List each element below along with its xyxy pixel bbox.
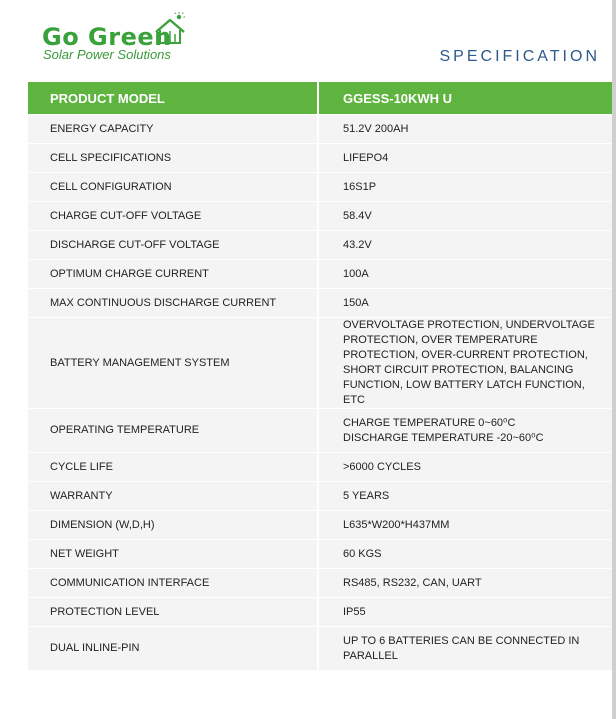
section-title: SPECIFICATION [439, 48, 600, 65]
row-label: CHARGE CUT-OFF VOLTAGE [28, 202, 318, 231]
row-label: DUAL INLINE-PIN [28, 627, 318, 671]
table-row [28, 453, 612, 482]
table-row [28, 598, 612, 627]
table-row [28, 289, 612, 318]
row-label: CYCLE LIFE [28, 453, 318, 482]
row-value [318, 409, 612, 453]
row-value: 60 KGS [318, 540, 612, 569]
row-value: UP TO 6 BATTERIES CAN BE CONNECTED IN PARALLEL [318, 627, 612, 671]
row-label: CELL SPECIFICATIONS [28, 144, 318, 173]
row-value: >6000 CYCLES [318, 453, 612, 482]
row-label: CELL CONFIGURATION [28, 173, 318, 202]
row-value: L635*W200*H437MM [318, 511, 612, 540]
table-header-row [28, 82, 612, 115]
header-label-cell: PRODUCT MODEL [28, 82, 318, 115]
row-value: 51.2V 200AH [318, 115, 612, 144]
table-row [28, 173, 612, 202]
discharge-temperature: DISCHARGE TEMPERATURE -20~60⁰C [343, 431, 544, 444]
row-label: DIMENSION (W,D,H) [28, 511, 318, 540]
header-value-cell: GGESS-10KWH U [318, 82, 612, 115]
table-row [28, 115, 612, 144]
row-label: WARRANTY [28, 482, 318, 511]
row-label: PROTECTION LEVEL [28, 598, 318, 627]
row-value: LIFEPO4 [318, 144, 612, 173]
table-row [28, 569, 612, 598]
table-row [28, 540, 612, 569]
row-value: 150A [318, 289, 612, 318]
row-label: OPERATING TEMPERATURE [28, 409, 318, 453]
row-value: 58.4V [318, 202, 612, 231]
row-value: 5 YEARS [318, 482, 612, 511]
row-value: 43.2V [318, 231, 612, 260]
row-label: BATTERY MANAGEMENT SYSTEM [28, 318, 318, 409]
row-label: OPTIMUM CHARGE CURRENT [28, 260, 318, 289]
table-row [28, 144, 612, 173]
table-row [28, 231, 612, 260]
row-label: ENERGY CAPACITY [28, 115, 318, 144]
table-row [28, 482, 612, 511]
row-label: COMMUNICATION INTERFACE [28, 569, 318, 598]
row-value: IP55 [318, 598, 612, 627]
table-row [28, 202, 612, 231]
table-row [28, 511, 612, 540]
row-label: MAX CONTINUOUS DISCHARGE CURRENT [28, 289, 318, 318]
logo-subtitle: Solar Power Solutions [43, 47, 171, 62]
row-label: NET WEIGHT [28, 540, 318, 569]
logo-title: Go Green [42, 23, 172, 51]
row-value: RS485, RS232, CAN, UART [318, 569, 612, 598]
row-value: 100A [318, 260, 612, 289]
row-value: 16S1P [318, 173, 612, 202]
charge-temperature: CHARGE TEMPERATURE 0~60⁰C [343, 416, 516, 429]
table-row [28, 260, 612, 289]
row-label: DISCHARGE CUT-OFF VOLTAGE [28, 231, 318, 260]
go-green-logo [42, 12, 202, 62]
row-value: OVERVOLTAGE PROTECTION, UNDERVOLTAGE PROTECTION, OVER TEMPERATURE PROTECTION, OVER-CURRENT PROTECTION, SHORT CIRCUIT PROTECTION, BALANCING FUNCTION, LOW BATTERY LATCH FUNCTION, ETC [318, 318, 612, 409]
page-edge-shadow [612, 0, 616, 719]
table-row [28, 318, 612, 409]
table-row [28, 409, 612, 453]
specification-table [28, 82, 612, 671]
table-row [28, 627, 612, 671]
